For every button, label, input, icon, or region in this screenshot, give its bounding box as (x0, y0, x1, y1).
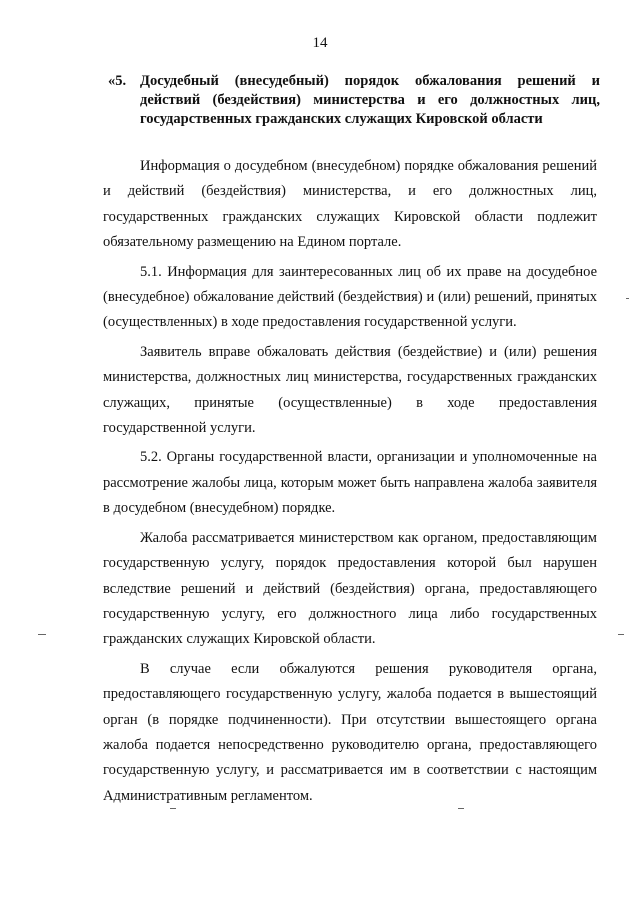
paragraph: Заявитель вправе обжаловать действия (бездействие) и (или) решения министерства, должностных лиц министерства, государственных гражданских служащих, принятые (осуществленные) в ходе предоставления государственной услуги. (103, 343, 597, 437)
paragraph: Информация о досудебном (внесудебном) порядке обжалования решений и действий (бездействия) министерства, и его должностных лиц, государственных гражданских служащих Кировской области подлежит обязательному размещению на Едином портале. (103, 158, 597, 251)
scan-mark-right (618, 634, 624, 635)
page-number: 14 (312, 35, 328, 51)
section-number: «5. (108, 73, 127, 89)
paragraph: 5.1. Информация для заинтересованных лиц об их праве на досудебное (внесудебное) обжалование действий (бездействия) и (или) решений, принятых (осуществленных) в ходе предоставления государственной услуги. (103, 263, 597, 331)
scan-mark-edge (626, 298, 629, 299)
section-heading (108, 72, 600, 129)
paragraph: В случае если обжалуются решения руководителя органа, предоставляющего государственную услугу, жалоба подается в вышестоящий орган (в порядке подчиненности). При отсутствии вышестоящего органа жалоба подается непосредственно руководителю органа, предоставляющего государственную услугу, и рассматривается им в соответствии с настоящим Административным регламентом. (103, 660, 597, 804)
document-body (103, 154, 597, 813)
scan-mark-bottom-left (170, 808, 176, 809)
section-title: Досудебный (внесудебный) порядок обжалования решений и действий (бездействия) министерства и его должностных лиц, государственных гражданских служащих Кировской области (140, 73, 600, 127)
paragraph: Жалоба рассматривается министерством как органом, предоставляющим государственную услугу, порядок предоставления которой был нарушен вследствие решений и действий (бездействия) органа, предоставляющего государственную услугу, его должностного лица либо государственных гражданских служащих Кировской области. (103, 529, 597, 648)
scan-mark-bottom-right (458, 808, 464, 809)
scan-mark-left (38, 634, 46, 635)
paragraph: 5.2. Органы государственной власти, организации и уполномоченные на рассмотрение жалобы лица, которым может быть направлена жалоба заявителя в досудебном (внесудебном) порядке. (103, 449, 597, 517)
